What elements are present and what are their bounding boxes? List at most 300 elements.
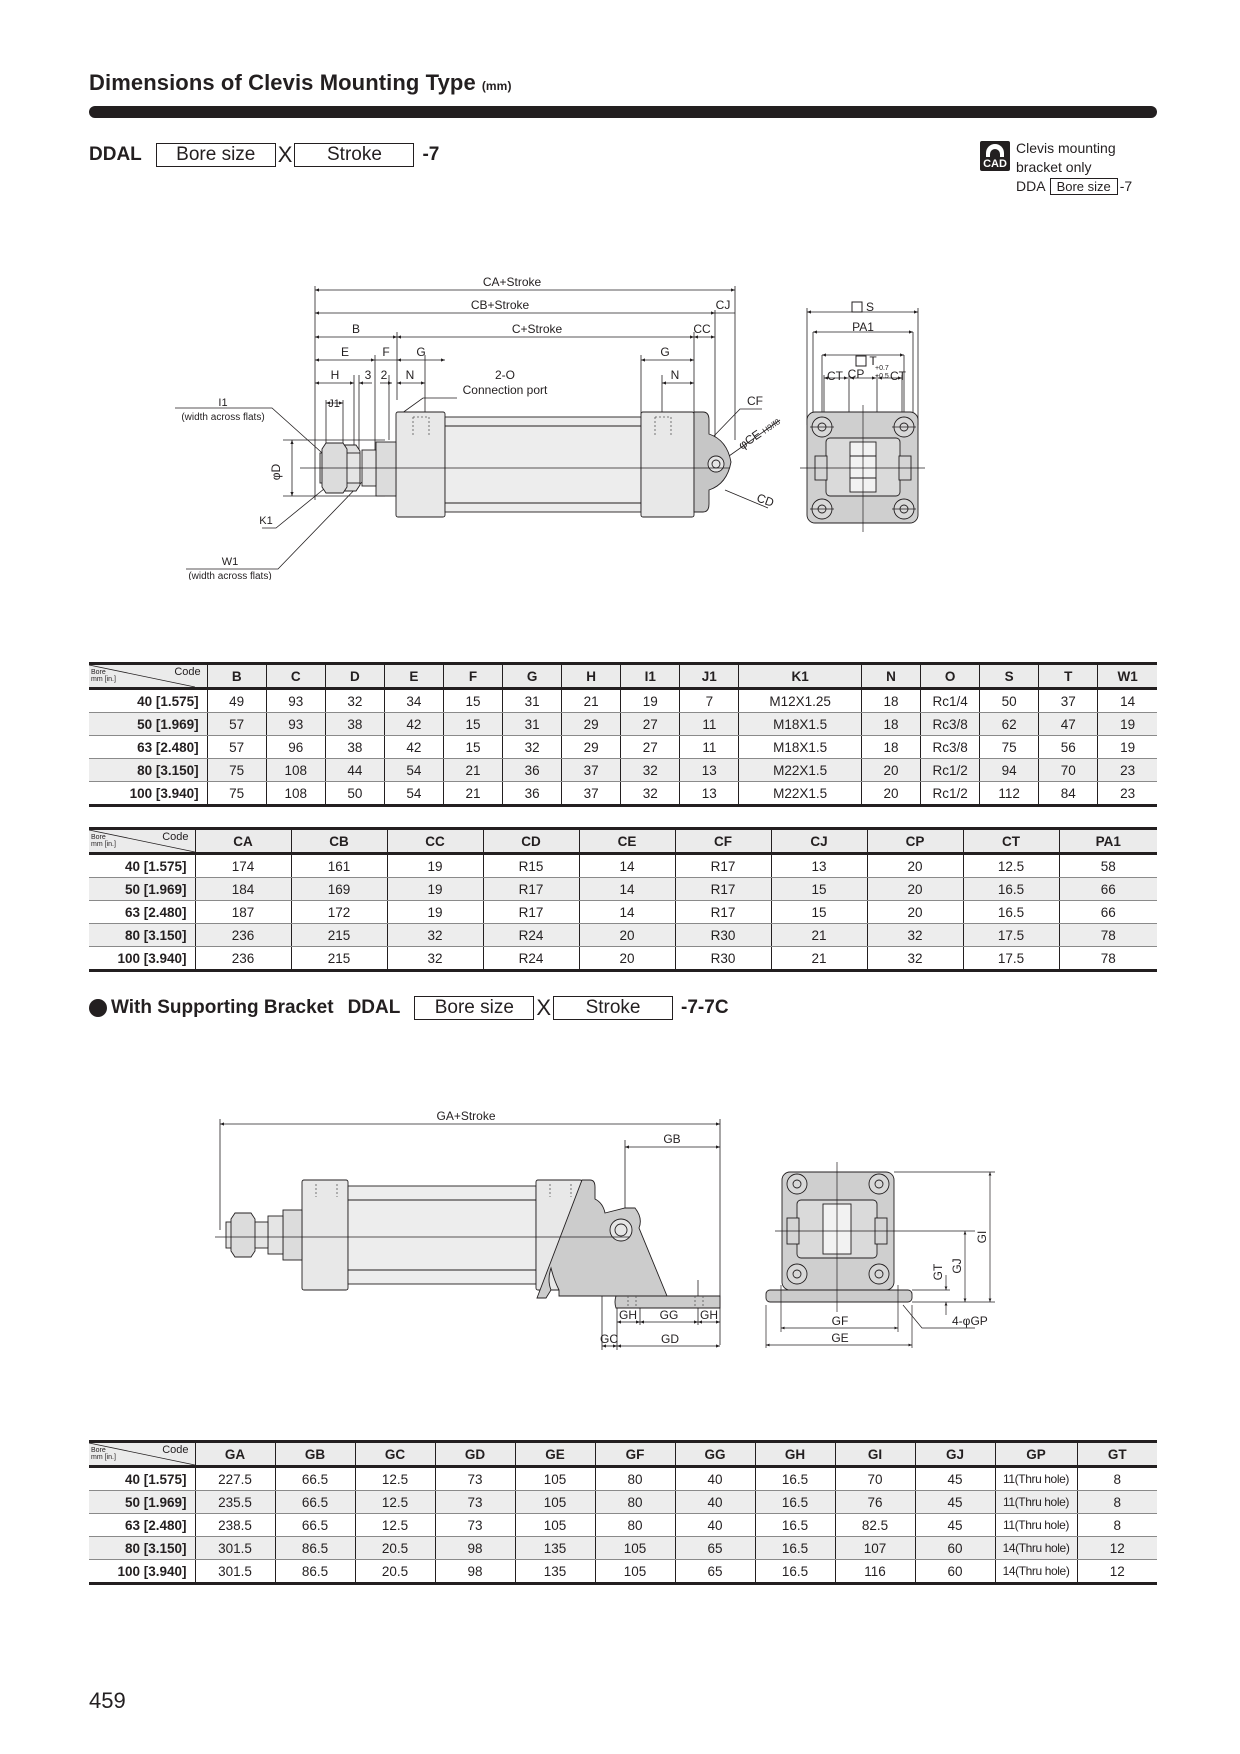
label-e: E [340,345,350,359]
column-header: GH [755,1442,835,1467]
column-header: CF [675,829,771,854]
label-3: 3 [364,368,372,382]
table-cell: 16.5 [755,1514,835,1537]
model-prefix: DDAL [89,144,142,165]
table-cell: 37 [1039,689,1098,713]
table-cell: 27 [621,736,680,759]
table-corner-cell [89,1442,195,1467]
table-cell: 31 [503,713,562,736]
column-header: GC [355,1442,435,1467]
table-cell: 42 [384,736,443,759]
table-cell: 135 [515,1537,595,1560]
table-cell: 75 [207,782,266,806]
table-header-row [89,829,1157,854]
table-cell: 105 [595,1537,675,1560]
cad-icon[interactable]: CAD [980,141,1010,171]
table-cell: 135 [515,1560,595,1584]
table-cell: 40 [675,1467,755,1491]
table-cell: 12.5 [355,1514,435,1537]
table-cell: 16.5 [963,901,1059,924]
table-cell: 12 [1077,1560,1157,1584]
table-cell: 107 [835,1537,915,1560]
table-cell: 50 [325,782,384,806]
bore-size-cell: 40 [1.575] [89,854,195,878]
table-row [89,878,1157,901]
label-gi: GI [975,1230,989,1244]
label-gc: GC [600,1332,618,1346]
label-h: H [330,368,340,382]
table-cell: 215 [291,947,387,971]
table-cell: 301.5 [195,1537,275,1560]
table-cell: M22X1.5 [739,782,862,806]
column-header: CB [291,829,387,854]
column-header: CT [963,829,1059,854]
table-cell: 11 [680,713,739,736]
table-cell: Rc1/2 [921,782,980,806]
table-cell: Rc1/4 [921,689,980,713]
column-header: GP [995,1442,1077,1467]
table-cell: 66 [1059,878,1157,901]
table-cell: 11 [680,736,739,759]
table-cell: 80 [595,1491,675,1514]
title-unit: (mm) [481,79,512,93]
table-cell: 20 [861,759,920,782]
corner-code-label: Code [174,666,201,678]
table-cell: 37 [562,759,621,782]
table-cell: Rc3/8 [921,713,980,736]
table-cell: 32 [503,736,562,759]
table-cell: 78 [1059,924,1157,947]
table-cell: 73 [435,1514,515,1537]
table-cell: 44 [325,759,384,782]
label-k1: K1 [259,515,273,527]
dimension-table-2 [89,827,1157,972]
table-cell: 235.5 [195,1491,275,1514]
bore-size-cell: 100 [3.940] [89,1560,195,1584]
column-header: CA [195,829,291,854]
table-cell: 45 [915,1491,995,1514]
column-header: B [207,664,266,689]
table-cell: 20.5 [355,1560,435,1584]
label-n-left: N [405,368,415,382]
table-cell: 66 [1059,901,1157,924]
table-row [89,689,1157,713]
table-row [89,924,1157,947]
table-cell: 70 [835,1467,915,1491]
table-cell: 75 [207,759,266,782]
table-cell: 12.5 [355,1467,435,1491]
table-cell: 215 [291,924,387,947]
table-cell: 54 [384,782,443,806]
table-cell: 14 [579,878,675,901]
table-cell: R17 [483,901,579,924]
table-cell: 187 [195,901,291,924]
column-header: GB [275,1442,355,1467]
table-cell: 80 [595,1467,675,1491]
table-row [89,1491,1157,1514]
label-ga-stroke: GA+Stroke [436,1109,496,1123]
bore-size-cell: 100 [3.940] [89,782,207,806]
table-cell: 227.5 [195,1467,275,1491]
table-cell: 18 [861,713,920,736]
bore-size-box: Bore size [156,143,276,167]
label-ce-tolerance: H9/f8 [760,417,782,436]
table-row [89,1467,1157,1491]
table-header-row [89,664,1157,689]
title-text: Dimensions of Clevis Mounting Type [89,70,476,95]
corner-bore-label: Bore [91,834,106,841]
table-row [89,782,1157,806]
table-cell: 47 [1039,713,1098,736]
column-header: CC [387,829,483,854]
column-header: GJ [915,1442,995,1467]
table-cell: 32 [387,947,483,971]
table-cell: 19 [387,854,483,878]
label-g-right: G [660,345,670,359]
table-cell: 32 [867,924,963,947]
table-row [89,1560,1157,1584]
table-row [89,901,1157,924]
table-cell: 169 [291,878,387,901]
label-phi-d: φD [269,463,283,481]
table-cell: 161 [291,854,387,878]
table-cell: 20.5 [355,1537,435,1560]
table-cell: M12X1.25 [739,689,862,713]
table-cell: 76 [835,1491,915,1514]
label-cp-tol-plus: +0.7 [875,365,889,372]
label-b: B [351,322,361,336]
column-header: PA1 [1059,829,1157,854]
label-gt: GT [931,1263,945,1281]
column-header: GI [835,1442,915,1467]
label-cc: CC [693,322,711,336]
table-cell: 32 [867,947,963,971]
label-gg: GG [659,1308,679,1322]
table-cell: 108 [266,782,325,806]
label-w1-note: (width across flats) [188,571,272,580]
table-cell: 13 [680,759,739,782]
table-cell: 42 [384,713,443,736]
label-t: T [869,354,877,368]
column-header: T [1039,664,1098,689]
column-header: D [325,664,384,689]
table-cell: 20 [579,924,675,947]
section2-title: With Supporting Bracket [111,997,334,1018]
table-cell: 112 [980,782,1039,806]
table-cell: 17.5 [963,947,1059,971]
table-row [89,736,1157,759]
title-divider [89,106,1157,118]
cad-note-suffix: -7 [1119,178,1133,194]
table-cell: R24 [483,924,579,947]
table-cell: 93 [266,713,325,736]
table-cell: 82.5 [835,1514,915,1537]
label-gf: GF [831,1314,849,1328]
bore-size-cell: 80 [3.150] [89,924,195,947]
table-cell: 65 [675,1537,755,1560]
cad-note-line2: bracket only [1016,159,1092,175]
table-cell: 184 [195,878,291,901]
label-connection-port: Connection port [462,383,548,397]
table-cell: 105 [515,1491,595,1514]
supporting-bracket-drawing [0,1100,1240,1360]
column-header: C [266,664,325,689]
column-header: H [562,664,621,689]
table-row [89,759,1157,782]
column-header: GE [515,1442,595,1467]
dimension-table-1 [89,662,1157,807]
table-cell: 98 [435,1537,515,1560]
table-cell: 66.5 [275,1467,355,1491]
column-header: CJ [771,829,867,854]
table-row [89,854,1157,878]
label-c-stroke: C+Stroke [511,322,563,336]
table-cell: 78 [1059,947,1157,971]
label-cp: CP [847,367,865,381]
table-cell: 18 [861,689,920,713]
table-cell: 96 [266,736,325,759]
table-cell: 31 [503,689,562,713]
table-cell: 16.5 [755,1491,835,1514]
label-s: S [865,300,875,314]
label-f: F [382,345,390,359]
page-number: 459 [89,1688,126,1713]
label-2: 2 [380,368,388,382]
clevis-cylinder-drawing [0,260,1240,580]
table-cell: 19 [1098,713,1157,736]
label-ct-left: CT [827,369,843,383]
table-cell: 20 [867,901,963,924]
table-cell: 12.5 [355,1491,435,1514]
table-cell: 38 [325,713,384,736]
table-cell: 19 [1098,736,1157,759]
table-cell: 105 [595,1560,675,1584]
table-cell: 7 [680,689,739,713]
table-cell: 116 [835,1560,915,1584]
column-header: GA [195,1442,275,1467]
supporting-bracket-model-code [89,995,729,1021]
table-cell: 19 [621,689,680,713]
label-ce: φCE [735,426,764,453]
table-cell: 21 [443,759,502,782]
table-cell: 14 [579,854,675,878]
label-pa1: PA1 [852,320,874,334]
bore-size-cell: 40 [1.575] [89,1467,195,1491]
table-cell: 50 [980,689,1039,713]
column-header: GD [435,1442,515,1467]
table-cell: M18X1.5 [739,713,862,736]
table-cell: 98 [435,1560,515,1584]
table-cell: 18 [861,736,920,759]
table-cell: 13 [680,782,739,806]
bore-size-cell: 63 [2.480] [89,1514,195,1537]
table-cell: 20 [861,782,920,806]
table-cell: R30 [675,924,771,947]
label-gh-left: GH [619,1308,637,1322]
bore-size-cell: 63 [2.480] [89,736,207,759]
column-header: J1 [680,664,739,689]
label-ca-stroke: CA+Stroke [482,275,542,289]
table-cell: 29 [562,713,621,736]
table-cell: 45 [915,1514,995,1537]
table-cell: Rc3/8 [921,736,980,759]
table-cell: 21 [771,947,867,971]
table-cell: 13 [771,854,867,878]
table-cell: 21 [562,689,621,713]
table-cell: 57 [207,713,266,736]
table-corner-cell [89,664,207,689]
table-cell: 40 [675,1514,755,1537]
table-cell: 14 [1098,689,1157,713]
table-header-row [89,1442,1157,1467]
section2-suffix: -7-7C [681,997,729,1018]
label-w1: W1 [221,556,239,568]
table-cell: 15 [771,901,867,924]
column-header: CE [579,829,675,854]
bore-size-cell: 50 [1.969] [89,713,207,736]
table-cell: 11(Thru hole) [995,1514,1077,1537]
label-j1: J1 [328,398,340,410]
bore-size-cell: 100 [3.940] [89,947,195,971]
bore-size-cell: 40 [1.575] [89,689,207,713]
label-gj: GJ [950,1258,964,1274]
table-cell: R30 [675,947,771,971]
table-cell: 23 [1098,782,1157,806]
table-row [89,713,1157,736]
label-cd: CD [754,490,776,510]
table-cell: 60 [915,1537,995,1560]
table-cell: 32 [325,689,384,713]
label-cj: CJ [715,298,731,312]
table-cell: 15 [771,878,867,901]
table-cell: 12.5 [963,854,1059,878]
table-cell: 32 [621,759,680,782]
table-cell: 80 [595,1514,675,1537]
column-header: W1 [1098,664,1157,689]
table-cell: 16.5 [963,878,1059,901]
table-cell: 20 [867,854,963,878]
column-header: E [384,664,443,689]
table-cell: 29 [562,736,621,759]
table-cell: R17 [483,878,579,901]
column-header: F [443,664,502,689]
label-i1-note: (width across flats) [181,412,265,423]
section2-prefix: DDAL [347,997,401,1018]
label-ct-right: CT [890,369,906,383]
column-header: N [861,664,920,689]
label-gb: GB [663,1132,681,1146]
table-cell: R15 [483,854,579,878]
table-cell: 19 [387,901,483,924]
table-cell: 16.5 [755,1537,835,1560]
column-header: S [980,664,1039,689]
cad-note-prefix: DDA [1016,178,1046,194]
table-cell: Rc1/2 [921,759,980,782]
model-suffix: -7 [422,144,440,165]
table-cell: 23 [1098,759,1157,782]
label-gp: 4-φGP [952,1314,988,1328]
table-cell: 8 [1077,1491,1157,1514]
table-cell: 84 [1039,782,1098,806]
label-port-count: 2-O [494,368,516,382]
table-cell: 49 [207,689,266,713]
table-cell: 37 [562,782,621,806]
column-header: K1 [739,664,862,689]
table-cell: R24 [483,947,579,971]
section2-stroke-box: Stroke [553,996,673,1020]
table-cell: R17 [675,878,771,901]
table-corner-cell [89,829,195,854]
table-cell: 19 [387,878,483,901]
table-cell: 8 [1077,1514,1157,1537]
table-cell: 70 [1039,759,1098,782]
column-header: GF [595,1442,675,1467]
bore-size-cell: 80 [3.150] [89,1537,195,1560]
table-cell: 16.5 [755,1467,835,1491]
column-header: I1 [621,664,680,689]
label-i1: I1 [218,397,228,409]
table-cell: M18X1.5 [739,736,862,759]
table-cell: 14(Thru hole) [995,1560,1077,1584]
table-cell: 57 [207,736,266,759]
bullet-icon [89,999,107,1017]
label-gh-right: GH [700,1308,718,1322]
label-n-right: N [670,368,680,382]
table-cell: 93 [266,689,325,713]
table-cell: 15 [443,736,502,759]
table-cell: 8 [1077,1467,1157,1491]
corner-unit-label: mm [in.] [91,1454,116,1461]
label-g-left: G [416,345,426,359]
corner-unit-label: mm [in.] [91,676,116,683]
table-cell: 174 [195,854,291,878]
corner-bore-label: Bore [91,1447,106,1454]
bore-size-cell: 50 [1.969] [89,878,195,901]
table-cell: 40 [675,1491,755,1514]
table-cell: 66.5 [275,1491,355,1514]
column-header: CD [483,829,579,854]
label-gd: GD [661,1332,679,1346]
table-cell: R17 [675,854,771,878]
table-cell: 65 [675,1560,755,1584]
table-cell: 58 [1059,854,1157,878]
page-title [89,70,512,96]
label-cp-tol-minus: +0.5 [875,373,889,380]
corner-bore-label: Bore [91,669,106,676]
dimension-table-3 [89,1440,1157,1585]
label-cb-stroke: CB+Stroke [470,298,530,312]
column-header: CP [867,829,963,854]
table-cell: 66.5 [275,1514,355,1537]
table-cell: 108 [266,759,325,782]
table-cell: 21 [771,924,867,947]
table-cell: 21 [443,782,502,806]
corner-code-label: Code [162,1444,189,1456]
table-cell: 20 [579,947,675,971]
bore-size-cell: 63 [2.480] [89,901,195,924]
table-cell: 60 [915,1560,995,1584]
column-header: O [921,664,980,689]
bore-size-cell: 50 [1.969] [89,1491,195,1514]
table-cell: M22X1.5 [739,759,862,782]
label-cf: CF [747,394,763,408]
table-cell: 86.5 [275,1537,355,1560]
table-cell: 15 [443,689,502,713]
cad-note-line1: Clevis mounting [1016,140,1116,156]
table-row [89,947,1157,971]
table-cell: 86.5 [275,1560,355,1584]
table-cell: 62 [980,713,1039,736]
